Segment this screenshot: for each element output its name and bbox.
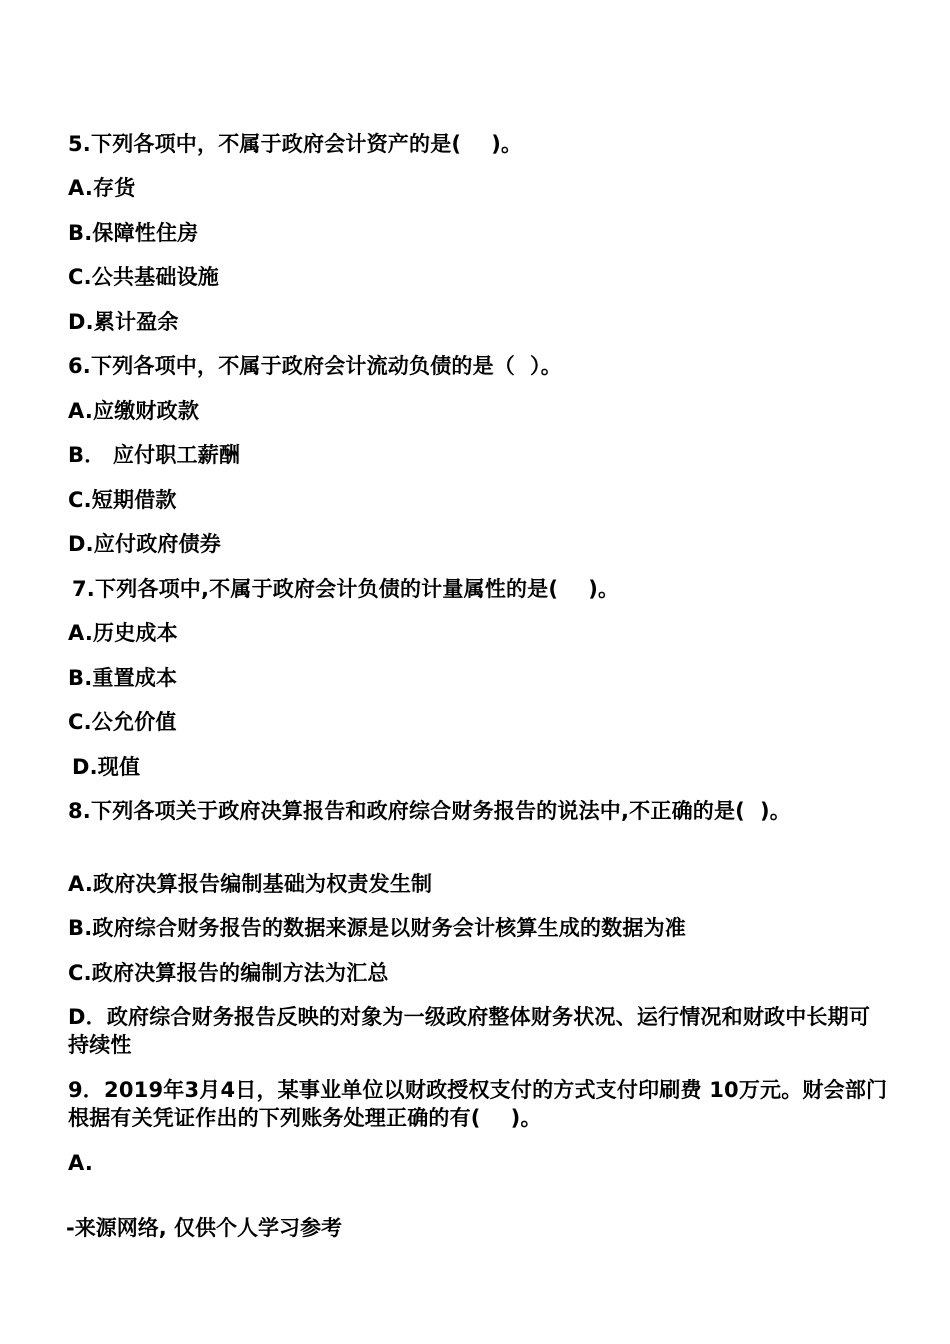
question-5-stem: 5.下列各项中，不属于政府会计资产的是( )。 — [68, 132, 523, 156]
source-note: -来源网络, 仅供个人学习参考 — [66, 1216, 343, 1240]
question-7-stem: 7.下列各项中,不属于政府会计负债的计量属性的是( )。 — [72, 577, 620, 601]
question-8-option-d: D．政府综合财务报告反映的对象为一级政府整体财务状况、运行情况和财政中长期可持续性 — [68, 1005, 871, 1057]
question-6-stem: 6.下列各项中，不属于政府会计流动负债的是（ ）。 — [68, 354, 562, 378]
question-6-option-c: C.短期借款 — [68, 488, 177, 512]
question-7-option-b: B.重置成本 — [68, 666, 178, 690]
question-9-stem: 9．2019年3月4日，某事业单位以财政授权支付的方式支付印刷费 10万元。财会部门根据有关凭证作出的下列账务处理正确的有( )。 — [68, 1078, 888, 1130]
question-7-option-a: A.历史成本 — [68, 621, 178, 645]
question-5-option-d: D.累计盈余 — [68, 310, 179, 334]
question-7-option-c: C.公允价值 — [68, 710, 177, 734]
question-6-option-a: A.应缴财政款 — [68, 399, 200, 423]
question-9-option-a: A. — [68, 1151, 94, 1175]
question-8-option-b: B.政府综合财务报告的数据来源是以财务会计核算生成的数据为准 — [68, 916, 686, 940]
question-7-option-d: D.现值 — [72, 755, 141, 779]
question-6-option-d: D.应付政府债券 — [68, 532, 222, 556]
question-8-stem: 8.下列各项关于政府决算报告和政府综合财务报告的说法中,不正确的是( )。 — [68, 799, 791, 823]
question-5-option-c: C.公共基础设施 — [68, 265, 219, 289]
question-8-option-c: C.政府决算报告的编制方法为汇总 — [68, 961, 389, 985]
question-5-option-a: A.存货 — [68, 176, 136, 200]
question-6-option-b: B． 应付职工薪酬 — [68, 443, 241, 467]
question-5-option-b: B.保障性住房 — [68, 221, 199, 245]
question-8-option-a: A.政府决算报告编制基础为权责发生制 — [68, 872, 433, 896]
